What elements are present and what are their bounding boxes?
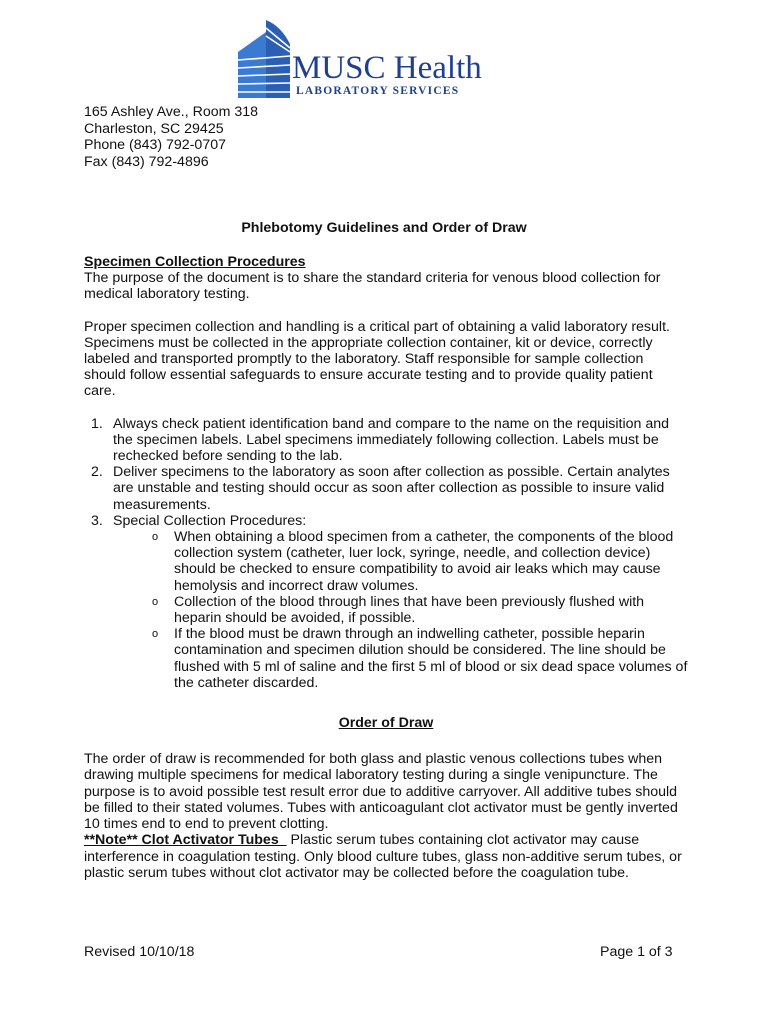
list-item (84, 529, 688, 594)
list-item (84, 416, 688, 465)
bullet-icon: o (152, 628, 159, 641)
address-line-1: 165 Ashley Ave., Room 318 (84, 104, 259, 120)
list-item (84, 594, 688, 626)
page-number: Page 1 of 3 (600, 944, 673, 960)
sub-item-text: If the blood must be drawn through an indwelling catheter, possible heparin contamination and specimen dilution should be considered. The line should be flushed with 5 ml of saline and the first 5 ml of blood or six dead space volumes of the catheter discarded. (174, 626, 688, 691)
address-line-2: Charleston, SC 29425 (84, 120, 224, 137)
list-number: 3. (91, 512, 103, 529)
logo-name: MUSC Health (292, 50, 482, 86)
list-number: 1. (91, 415, 103, 432)
specimen-para-1: The purpose of the document is to share the standard criteria for venous blood collection for medical laboratory testing. (84, 270, 661, 303)
list-item (84, 464, 688, 513)
building-logo-icon (236, 18, 294, 98)
revision-date: Revised 10/10/18 (84, 944, 195, 960)
order-para: The order of draw is recommended for both glass and plastic venous collections tubes when drawing multiple specimens for medical laboratory testing during a single venipuncture. The purpose is to avoid possible test result error due to additive carryover. All additive tubes should be filled to their stated volumes. Tubes with anticoagulant clot activator must be gently inverted 10 times end to end to prevent clotting. (84, 751, 678, 833)
fax-number: Fax (843) 792-4896 (84, 153, 209, 170)
musc-health-logo (236, 16, 506, 100)
bullet-icon: o (152, 531, 159, 544)
document-title: Phlebotomy Guidelines and Order of Draw (241, 220, 527, 236)
specimen-heading: Specimen Collection Procedures (84, 254, 306, 270)
bullet-icon: o (152, 595, 159, 608)
clot-activator-note (84, 832, 688, 881)
note-text: Plastic serum tubes containing clot activator may cause interference in coagulation testing. Only blood culture tubes, glass non-additive serum tubes, or plastic serum tubes without clot activator may be collected before the coagulation tube. (84, 832, 682, 881)
special-procedures-list (84, 529, 688, 691)
list-text: Always check patient identification band and compare to the name on the requisition and the specimen labels. Label specimens immediately following collection. Labels must be rechecked before sending to the lab. (113, 415, 670, 465)
specimen-para-2: Proper specimen collection and handling is a critical part of obtaining a valid laboratory result. Specimens must be collected in the appropriate collection container, kit or device, correctly labeled and transported promptly to the laboratory. Staff responsible for sample collection should follow essential safeguards to ensure accurate testing and to provide quality patient care. (84, 318, 670, 400)
sub-item-text: When obtaining a blood specimen from a catheter, the components of the blood collection system (catheter, luer lock, syringe, needle, and collection device) should be checked to ensure compatibility to avoid air leaks which may cause hemolysis and incorrect draw volumes. (174, 529, 674, 594)
list-text: Deliver specimens to the laboratory as soon after collection as possible. Certain analytes are unstable and testing should occur as soon after collection as possible to insure valid measurements. (113, 464, 670, 513)
sub-item-text: Collection of the blood through lines that have been previously flushed with heparin should be avoided, if possible. (174, 593, 645, 627)
list-item (84, 626, 688, 691)
phone-number: Phone (843) 792-0707 (84, 137, 226, 153)
address-block (84, 104, 258, 170)
list-item (84, 513, 688, 529)
logo-subtitle: LABORATORY SERVICES (296, 85, 460, 97)
list-text: Special Collection Procedures: (113, 512, 307, 529)
procedure-list (84, 416, 688, 529)
document-body (84, 254, 688, 881)
note-label: **Note** Clot Activator Tubes (84, 832, 287, 849)
list-number: 2. (91, 464, 103, 481)
order-heading: Order of Draw (338, 715, 434, 732)
